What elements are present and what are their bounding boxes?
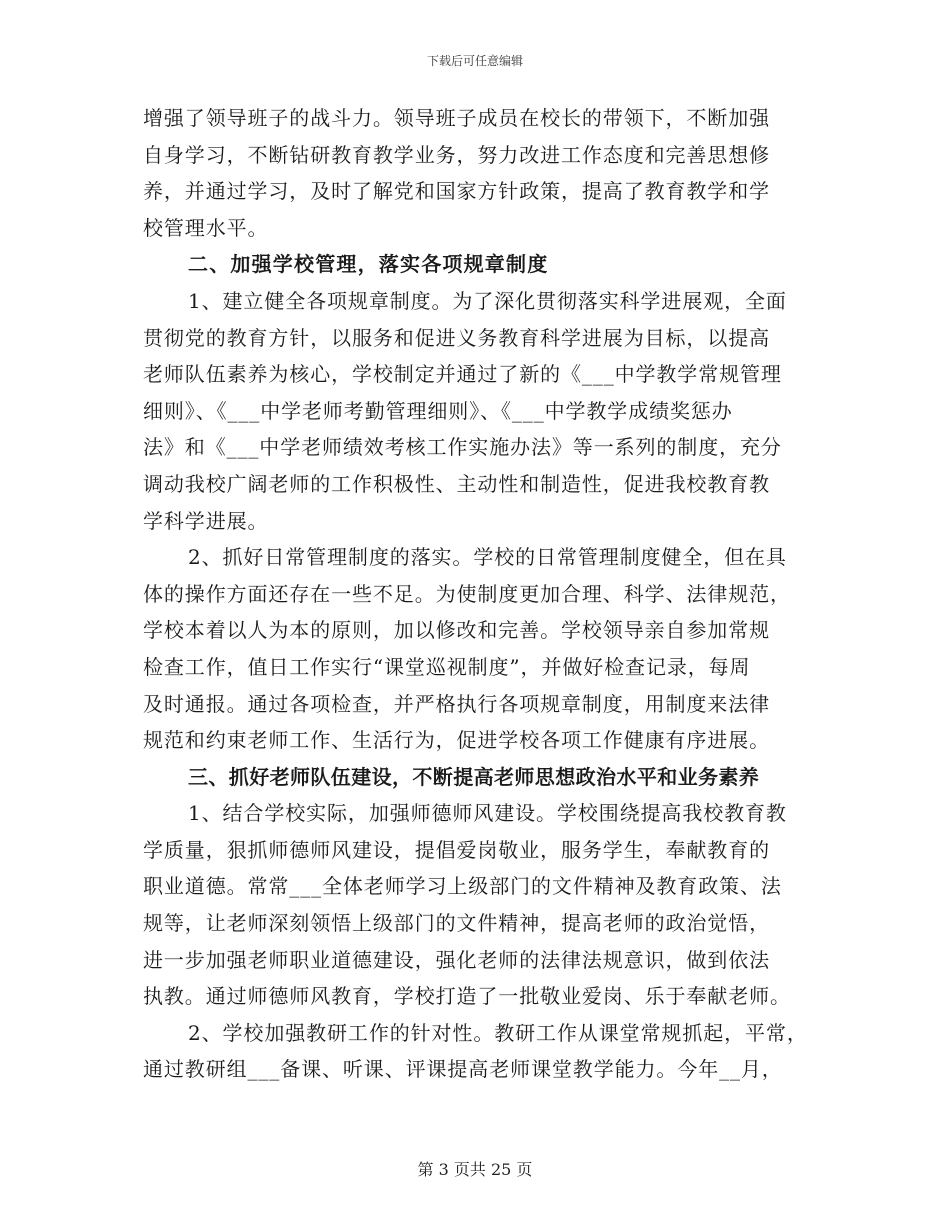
paragraph-line: 执教。通过师德师风教育，学校打造了一批敬业爱岗、乐于奉献老师。: [143, 984, 791, 1009]
paragraph-line: 1、结合学校实际，加强师德师风建设。学校围绕提高我校教育教: [188, 801, 787, 826]
paragraph-line: 体的操作方面还存在一些不足。为使制度更加合理、科学、法律规范，: [143, 581, 791, 606]
paragraph-line: 及时通报。通过各项检查，并严格执行各项规章制度，用制度来法律: [143, 691, 770, 716]
section-heading: 二、加强学校管理，落实各项规章制度: [188, 252, 549, 277]
paragraph-line: 调动我校广阔老师的工作积极性、主动性和制造性，促进我校教育教: [143, 471, 770, 496]
paragraph-line: 规范和约束老师工作、生活行为，促进学校各项工作健康有序进展。: [143, 728, 770, 753]
paragraph-line: 2、抓好日常管理制度的落实。学校的日常管理制度健全，但在具: [188, 545, 787, 570]
paragraph-line: 1、建立健全各项规章制度。为了深化贯彻落实科学进展观，全面: [188, 288, 787, 313]
paragraph-line: 养，并通过学习，及时了解党和国家方针政策，提高了教育教学和学: [143, 179, 770, 204]
paragraph-line: 校管理水平。: [143, 215, 269, 240]
paragraph-line: 学科学进展。: [143, 508, 269, 533]
paragraph-line: 增强了领导班子的战斗力。领导班子成员在校长的带领下，不断加强: [143, 106, 770, 130]
paragraph-line: 自身学习，不断钻研教育教学业务，努力改进工作态度和完善思想修: [143, 142, 770, 167]
document-body: [143, 100, 813, 1088]
paragraph-line: 学质量，狠抓师德师风建设，提倡爱岗敬业，服务学生，奉献教育的: [143, 837, 770, 862]
paragraph-line: 通过教研组___备课、听课、评课提高老师课堂教学能力。今年__月，: [143, 1057, 783, 1082]
paragraph-line: 2、学校加强教研工作的针对性。教研工作从课堂常规抓起，平常，: [188, 1020, 808, 1045]
section-heading: 三、抓好老师队伍建设，不断提高老师思想政治水平和业务素养: [188, 764, 760, 789]
paragraph-line: 规等，让老师深刻领悟上级部门的文件精神，提高老师的政治觉悟，: [143, 911, 770, 936]
paragraph-line: 职业道德。常常___全体老师学习上级部门的文件精神及教育政策、法: [143, 874, 782, 899]
paragraph-line: 贯彻党的教育方针，以服务和促进义务教育科学进展为目标，以提高: [143, 325, 770, 350]
page-footer: 第 3 页共 25 页: [417, 1160, 533, 1179]
page-header: 下载后可任意编辑: [426, 54, 523, 68]
paragraph-line: 进一步加强老师职业道德建设，强化老师的法律法规意识，做到依法: [143, 947, 770, 972]
paragraph-line: 法》和《___中学老师绩效考核工作实施办法》等一系列的制度，充分: [143, 435, 782, 460]
paragraph-line: 检查工作，值日工作实行“课堂巡视制度”，并做好检查记录，每周: [143, 654, 751, 679]
paragraph-line: 学校本着以人为本的原则，加以修改和完善。学校领导亲自参加常规: [143, 618, 770, 643]
paragraph-line: 老师队伍素养为核心，学校制定并通过了新的《___中学教学常规管理: [143, 362, 782, 387]
paragraph-line: 细则》、《___中学老师考勤管理细则》、《___中学教学成绩奖惩办: [143, 398, 733, 423]
